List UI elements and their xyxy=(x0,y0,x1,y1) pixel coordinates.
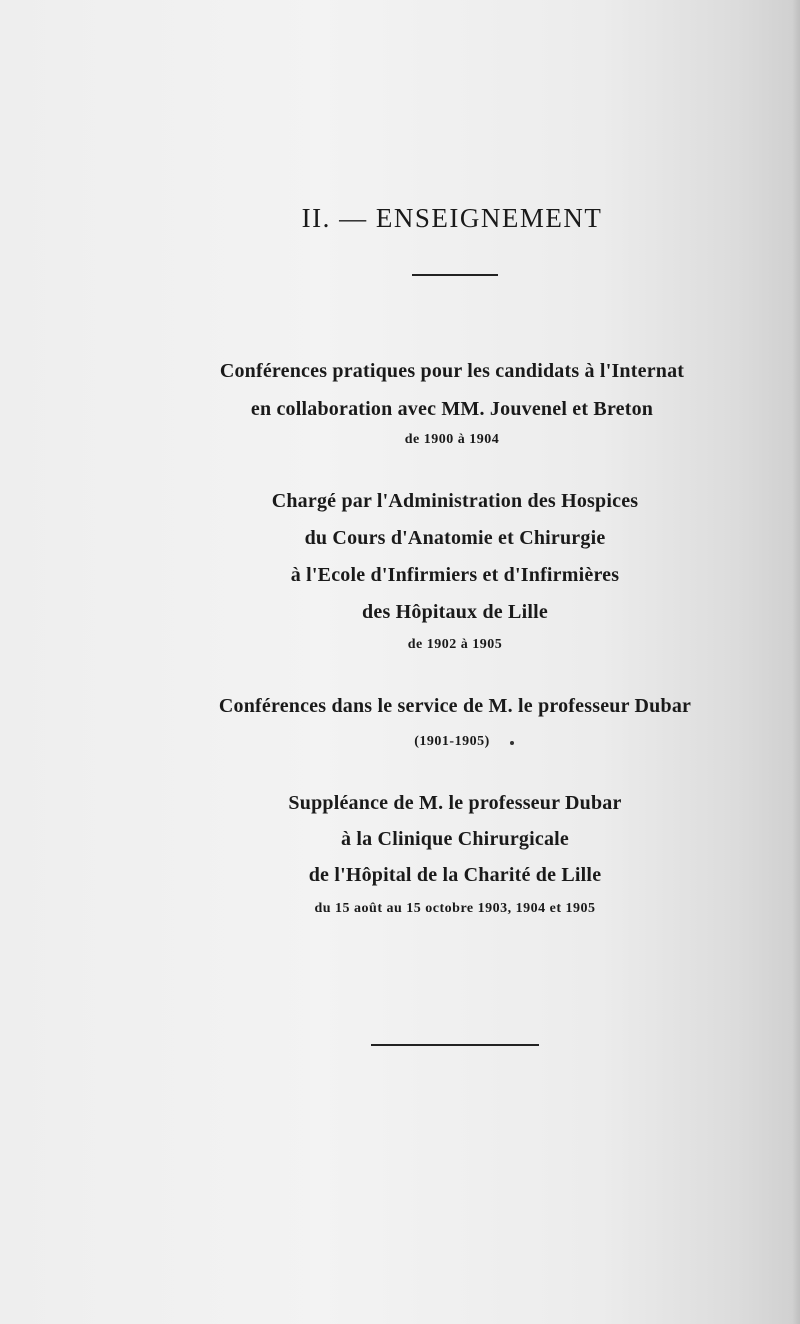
section-heading: II. — ENSEIGNEMENT xyxy=(301,203,603,233)
block3-date: (1901-1905) xyxy=(414,734,490,749)
block4-line1: Suppléance de M. le professeur Dubar xyxy=(288,792,622,814)
block3-line1: Conférences dans le service de M. le professeur Dubar xyxy=(218,695,692,717)
ink-dot xyxy=(510,741,514,745)
page-edge-shadow xyxy=(792,0,800,1324)
heading-rule xyxy=(412,274,498,276)
block1-date: de 1900 à 1904 xyxy=(404,432,500,447)
block4-date: du 15 août au 15 octobre 1903, 1904 et 1905 xyxy=(314,901,596,916)
block2-line1: Chargé par l'Administration des Hospices xyxy=(271,490,639,512)
block1-line1: Conférences pratiques pour les candidats à l'Internat xyxy=(219,360,685,382)
block2-line3: à l'Ecole d'Infirmiers et d'Infirmières xyxy=(290,564,620,586)
block2-line4: des Hôpitaux de Lille xyxy=(362,601,548,623)
block2-line2: du Cours d'Anatomie et Chirurgie xyxy=(304,527,606,549)
block1-line2: en collaboration avec MM. Jouvenel et Breton xyxy=(250,398,654,420)
block4-line2: à la Clinique Chirurgicale xyxy=(341,828,569,850)
block4-line3: de l'Hôpital de la Charité de Lille xyxy=(308,864,602,886)
block2-date: de 1902 à 1905 xyxy=(407,637,503,652)
closing-rule xyxy=(371,1044,539,1046)
